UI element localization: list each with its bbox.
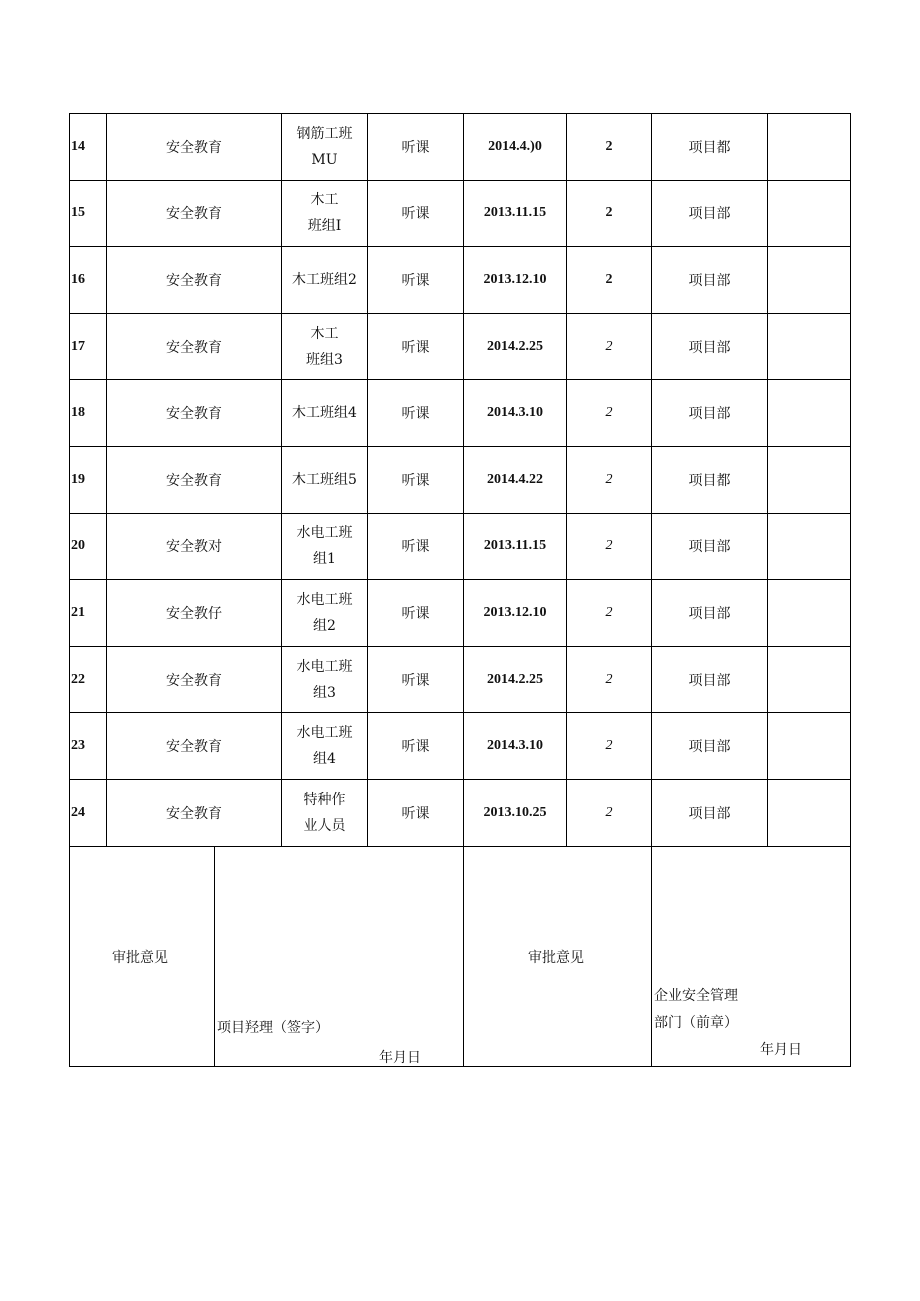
training-content: 安全教育: [107, 780, 282, 846]
training-method: 听课: [368, 780, 464, 846]
project-manager-date: 年月日: [379, 1049, 421, 1066]
training-date: 2014.4.22: [464, 447, 567, 513]
approval-label-left: 审批意见: [112, 949, 168, 966]
training-date: 2013.11.15: [464, 514, 567, 580]
organizer-dept: 项目都: [652, 114, 768, 180]
approval-label-cell-left: [70, 847, 215, 1066]
training-target: 水电工班 组2: [282, 580, 368, 646]
remark: [768, 780, 851, 846]
organizer-dept: 项目部: [652, 181, 768, 247]
table-row: [70, 380, 851, 447]
remark: [768, 314, 851, 380]
training-date: 2013.12.10: [464, 247, 567, 313]
organizer-dept: 项目都: [652, 447, 768, 513]
training-date: 2013.10.25: [464, 780, 567, 846]
training-target: 木工班组5: [282, 447, 368, 513]
remark: [768, 713, 851, 779]
training-method: 听课: [368, 580, 464, 646]
row-number: 21: [70, 580, 107, 646]
row-number: 19: [70, 447, 107, 513]
organizer-dept: 项目部: [652, 314, 768, 380]
row-number: 24: [70, 780, 107, 846]
remark: [768, 181, 851, 247]
training-date: 2013.11.15: [464, 181, 567, 247]
table-row: [70, 514, 851, 581]
row-number: 23: [70, 713, 107, 779]
organizer-dept: 项目部: [652, 380, 768, 446]
approval-label-right: 审批意见: [528, 949, 584, 966]
table-row: [70, 314, 851, 381]
training-content: 安全教育: [107, 314, 282, 380]
safety-dept-sign-cell: [652, 847, 851, 1066]
training-method: 听课: [368, 647, 464, 713]
training-hours: 2: [567, 181, 652, 247]
training-hours: 2: [567, 780, 652, 846]
row-number: 22: [70, 647, 107, 713]
training-hours: 2: [567, 380, 652, 446]
remark: [768, 514, 851, 580]
table-row: [70, 780, 851, 847]
training-content: 安全教对: [107, 514, 282, 580]
organizer-dept: 项目部: [652, 247, 768, 313]
organizer-dept: 项目部: [652, 580, 768, 646]
organizer-dept: 项目部: [652, 780, 768, 846]
training-content: 安全教育: [107, 114, 282, 180]
training-content: 安全教育: [107, 380, 282, 446]
training-hours: 2: [567, 114, 652, 180]
training-target: 水电工班 组1: [282, 514, 368, 580]
training-hours: 2: [567, 314, 652, 380]
approval-label-cell-right: [464, 847, 652, 1066]
training-method: 听课: [368, 114, 464, 180]
training-target: 水电工班 组4: [282, 713, 368, 779]
training-target: 钢筋工班 MU: [282, 114, 368, 180]
row-number: 15: [70, 181, 107, 247]
training-method: 听课: [368, 247, 464, 313]
training-method: 听课: [368, 314, 464, 380]
safety-dept-date: 年月日: [760, 1041, 802, 1058]
training-target: 水电工班 组3: [282, 647, 368, 713]
remark: [768, 114, 851, 180]
training-date: 2014.2.25: [464, 647, 567, 713]
row-number: 20: [70, 514, 107, 580]
training-content: 安全教仔: [107, 580, 282, 646]
table-row: [70, 580, 851, 647]
remark: [768, 647, 851, 713]
training-method: 听课: [368, 181, 464, 247]
organizer-dept: 项目部: [652, 713, 768, 779]
row-number: 18: [70, 380, 107, 446]
training-content: 安全教育: [107, 647, 282, 713]
training-target: 木工班组4: [282, 380, 368, 446]
training-content: 安全教育: [107, 181, 282, 247]
table-row: [70, 247, 851, 314]
table-row: [70, 114, 851, 181]
training-content: 安全教育: [107, 247, 282, 313]
row-number: 14: [70, 114, 107, 180]
training-date: 2014.2.25: [464, 314, 567, 380]
table-row: [70, 181, 851, 248]
training-method: 听课: [368, 447, 464, 513]
approval-row: [70, 847, 851, 1067]
training-content: 安全教育: [107, 713, 282, 779]
training-date: 2014.3.10: [464, 713, 567, 779]
organizer-dept: 项目部: [652, 514, 768, 580]
training-method: 听课: [368, 380, 464, 446]
safety-dept-signer-line1: 企业安全管理: [654, 987, 738, 1004]
row-number: 17: [70, 314, 107, 380]
training-method: 听课: [368, 514, 464, 580]
remark: [768, 580, 851, 646]
table-row: [70, 713, 851, 780]
training-target: 特种作 业人员: [282, 780, 368, 846]
row-number: 16: [70, 247, 107, 313]
training-hours: 2: [567, 647, 652, 713]
project-manager-signer: 项目羟理（签字）: [217, 1019, 329, 1036]
project-manager-sign-cell: [215, 847, 464, 1066]
organizer-dept: 项目部: [652, 647, 768, 713]
training-hours: 2: [567, 447, 652, 513]
training-target: 木工 班组I: [282, 181, 368, 247]
remark: [768, 447, 851, 513]
training-date: 2014.3.10: [464, 380, 567, 446]
training-content: 安全教育: [107, 447, 282, 513]
table-row: [70, 647, 851, 714]
training-method: 听课: [368, 713, 464, 779]
training-date: 2014.4.)0: [464, 114, 567, 180]
training-record-table: [69, 113, 851, 1067]
training-hours: 2: [567, 514, 652, 580]
training-hours: 2: [567, 713, 652, 779]
training-hours: 2: [567, 580, 652, 646]
remark: [768, 247, 851, 313]
table-row: [70, 447, 851, 514]
safety-dept-signer-line2: 部门（前章）: [654, 1014, 738, 1031]
training-target: 木工 班组3: [282, 314, 368, 380]
remark: [768, 380, 851, 446]
training-target: 木工班组2: [282, 247, 368, 313]
training-date: 2013.12.10: [464, 580, 567, 646]
training-hours: 2: [567, 247, 652, 313]
